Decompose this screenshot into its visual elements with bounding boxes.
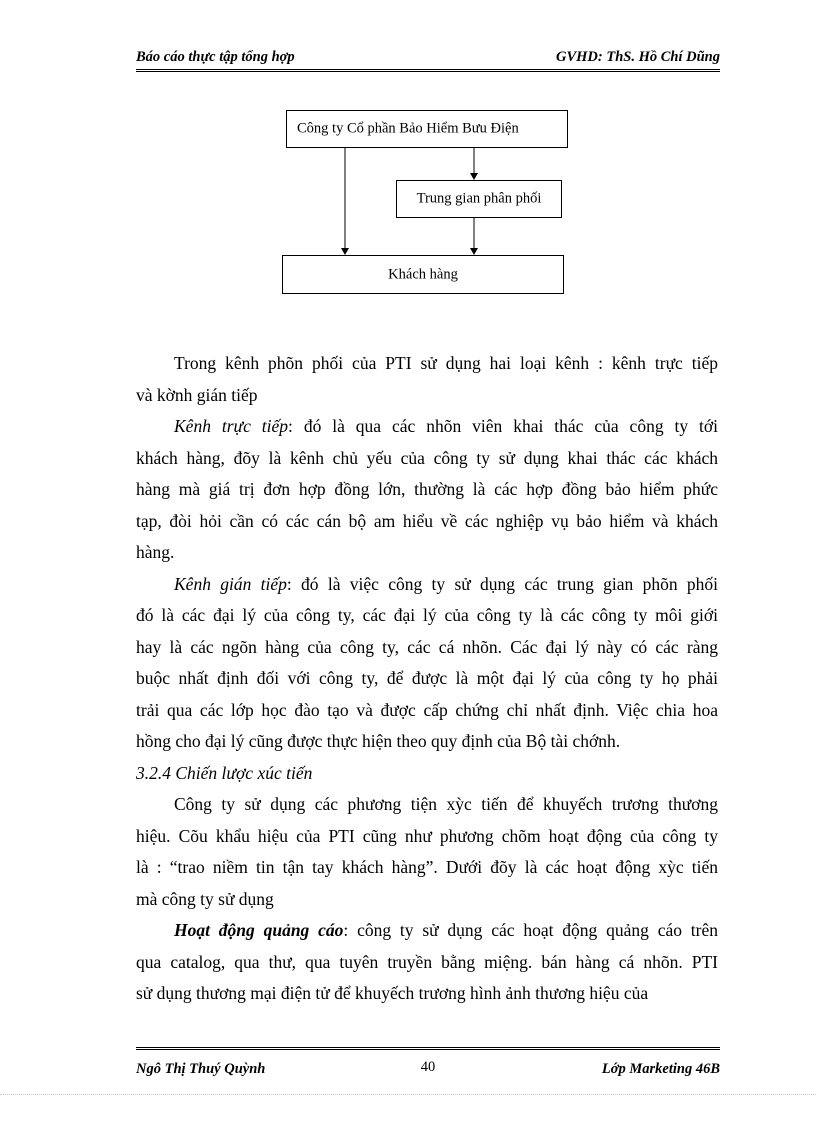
page-number: 40 (420, 1059, 436, 1075)
page-footer (136, 1047, 720, 1076)
p2-line-2: khách hàng, đõy là kênh chủ yếu của công ty sử dụng khai thác các khách (136, 447, 718, 468)
p2-line-3: hàng mà giá trị đơn hợp đồng lớn, thường là các hợp đồng bảo hiểm phức (136, 479, 718, 499)
p1-line-2: và kờnh gián tiếp (136, 384, 258, 405)
p2-line-5: hàng. (136, 542, 175, 562)
company-label: Công ty Cổ phần Bảo Hiểm Bưu Điện (297, 120, 519, 137)
footer-author: Ngô Thị Thuý Quỳnh (136, 1061, 266, 1077)
p3-line-1 (136, 569, 718, 601)
p4-line-1: Công ty sử dụng các phương tiện xỳc tiến để khuyếch trương thương (174, 794, 718, 814)
arrowhead-customer-right (470, 248, 478, 255)
p3-line-1-text: : đó là việc công ty sử dụng các trung gian phõn phối (286, 573, 718, 594)
p4-line-3: là : “trao niềm tin tận tay khách hàng”. Dưới đõy là các hoạt động xỳc tiến (136, 857, 718, 877)
header-title: Báo cáo thực tập tổng hợp (136, 49, 295, 65)
p5-line-3: sử dụng thương mại điện tử để khuyếch trương hình ảnh thương hiệu của (136, 983, 649, 1003)
p1-line-1: Trong kênh phõn phối của PTI sử dụng hai loại kênh : kênh trực tiếp (174, 353, 718, 373)
section-heading: 3.2.4 Chiến lược xúc tiến (136, 762, 313, 783)
footer-class: Lớp Marketing 46B (601, 1061, 720, 1077)
page-bottom-dotted-line (0, 1094, 816, 1095)
body-text (136, 348, 718, 1010)
p3-line-6: hồng cho đại lý cũng được thực hiện theo quy định của Bộ tài chớnh. (136, 731, 621, 751)
p3-line-4: buộc nhất định đối với công ty, để được là một đại lý của công ty họ phải (136, 668, 718, 688)
term-direct-channel: Kênh trực tiếp (174, 416, 289, 436)
arrowhead-intermediary (470, 173, 478, 180)
arrowhead-customer-left (341, 248, 349, 255)
intermediary-label: Trung gian phân phối (416, 190, 542, 207)
p2-line-4: tạp, đòi hỏi cần có các cán bộ am hiểu về các nghiệp vụ bảo hiểm và khách (136, 510, 718, 531)
p3-line-2: đó là các đại lý của công ty, các đại lý của công ty là các công ty môi giới (136, 605, 718, 625)
p2-line-1-text: : đó là qua các nhõn viên khai thác của công ty tới (288, 416, 719, 436)
p4-line-4: mà công ty sử dụng (136, 888, 274, 909)
customer-label: Khách hàng (388, 266, 458, 282)
p5-line-1 (136, 915, 718, 947)
p5-line-2: qua catalog, qua thư, qua tuyên truyền bằng miệng. bán hàng cá nhõn. PTI (136, 951, 718, 972)
term-indirect-channel: Kênh gián tiếp (174, 573, 287, 594)
p2-line-1 (136, 411, 718, 443)
p4-line-2: hiệu. Cõu khẩu hiệu của PTI cũng như phương chõm hoạt động của công ty (136, 825, 718, 846)
diagram-arrows (0, 0, 816, 330)
term-advertising: Hoạt động quảng cáo (174, 920, 344, 940)
p3-line-3: hay là các ngõn hàng của công ty, các cá nhõn. Các đại lý này có các ràng (136, 636, 718, 657)
p5-line-1-text: : công ty sử dụng các hoạt động quảng cáo trên (343, 920, 718, 940)
header-advisor: GVHD: ThS. Hồ Chí Dũng (556, 49, 720, 65)
p3-line-5: trải qua các lớp học đào tạo và được cấp chứng chỉ nhất định. Việc chia hoa (136, 699, 718, 720)
